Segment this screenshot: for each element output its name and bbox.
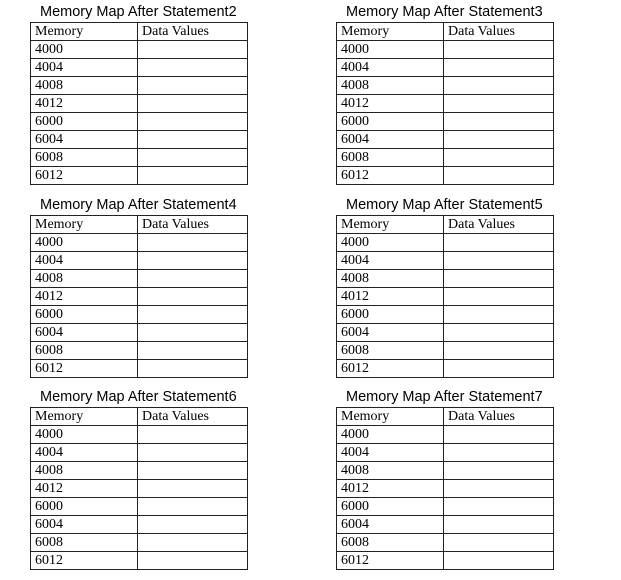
data-value-cell[interactable] xyxy=(444,462,554,480)
table-row xyxy=(337,113,554,131)
table-row xyxy=(337,342,554,360)
data-value-cell[interactable] xyxy=(138,113,248,131)
memory-address-cell: 4008 xyxy=(337,77,444,95)
data-value-cell[interactable] xyxy=(138,306,248,324)
table-row xyxy=(31,552,248,570)
memory-address-cell: 6004 xyxy=(337,516,444,534)
memory-address-cell: 6012 xyxy=(337,167,444,185)
data-value-cell[interactable] xyxy=(444,41,554,59)
table-row xyxy=(337,462,554,480)
memory-address-cell: 4000 xyxy=(337,234,444,252)
table-row xyxy=(337,552,554,570)
memory-address-cell: 6008 xyxy=(31,149,138,167)
data-value-cell[interactable] xyxy=(444,498,554,516)
memory-address-cell: 6004 xyxy=(337,324,444,342)
memory-map-title: Memory Map After Statement2 xyxy=(40,4,237,20)
memory-address-cell: 4008 xyxy=(337,270,444,288)
data-value-cell[interactable] xyxy=(444,77,554,95)
data-value-cell[interactable] xyxy=(138,270,248,288)
table-row xyxy=(337,426,554,444)
memory-address-cell: 6008 xyxy=(31,342,138,360)
data-value-cell[interactable] xyxy=(138,426,248,444)
memory-address-cell: 4004 xyxy=(31,252,138,270)
table-row xyxy=(31,498,248,516)
memory-map-title: Memory Map After Statement7 xyxy=(346,389,543,405)
memory-map-title: Memory Map After Statement3 xyxy=(346,4,543,20)
data-values-column-header: Data Values xyxy=(444,408,554,426)
data-value-cell[interactable] xyxy=(138,552,248,570)
memory-address-cell: 4000 xyxy=(31,234,138,252)
data-values-column-header: Data Values xyxy=(138,23,248,41)
table-row xyxy=(31,462,248,480)
table-row xyxy=(337,167,554,185)
table-row xyxy=(337,59,554,77)
memory-address-cell: 4004 xyxy=(337,444,444,462)
table-row xyxy=(31,516,248,534)
data-value-cell[interactable] xyxy=(138,324,248,342)
table-row xyxy=(31,167,248,185)
data-value-cell[interactable] xyxy=(138,77,248,95)
data-value-cell[interactable] xyxy=(444,342,554,360)
memory-map-table xyxy=(336,215,554,378)
data-values-column-header: Data Values xyxy=(444,216,554,234)
table-row xyxy=(337,77,554,95)
table-row xyxy=(337,306,554,324)
memory-address-cell: 6012 xyxy=(337,552,444,570)
table-header-row xyxy=(337,408,554,426)
memory-address-cell: 6012 xyxy=(337,360,444,378)
table-row xyxy=(337,270,554,288)
memory-address-cell: 6000 xyxy=(31,306,138,324)
memory-address-cell: 6008 xyxy=(337,149,444,167)
data-value-cell[interactable] xyxy=(444,131,554,149)
data-value-cell[interactable] xyxy=(444,444,554,462)
table-row xyxy=(31,288,248,306)
table-header-row xyxy=(31,23,248,41)
data-value-cell[interactable] xyxy=(444,252,554,270)
memory-address-cell: 4004 xyxy=(337,59,444,77)
data-values-column-header: Data Values xyxy=(444,23,554,41)
memory-address-cell: 4008 xyxy=(31,77,138,95)
memory-address-cell: 4008 xyxy=(337,462,444,480)
data-value-cell[interactable] xyxy=(444,270,554,288)
table-row xyxy=(31,59,248,77)
data-values-column-header: Data Values xyxy=(138,408,248,426)
memory-address-cell: 6000 xyxy=(337,498,444,516)
table-row xyxy=(337,498,554,516)
data-value-cell[interactable] xyxy=(138,480,248,498)
data-value-cell[interactable] xyxy=(444,95,554,113)
memory-map-table xyxy=(30,407,248,570)
memory-address-cell: 6000 xyxy=(337,113,444,131)
memory-map-title: Memory Map After Statement6 xyxy=(40,389,237,405)
table-row xyxy=(337,288,554,306)
memory-address-cell: 6000 xyxy=(31,498,138,516)
data-value-cell[interactable] xyxy=(138,534,248,552)
memory-column-header: Memory xyxy=(31,216,138,234)
memory-address-cell: 6012 xyxy=(31,552,138,570)
table-row xyxy=(31,360,248,378)
data-value-cell[interactable] xyxy=(444,149,554,167)
memory-address-cell: 4000 xyxy=(337,426,444,444)
table-row xyxy=(337,324,554,342)
memory-address-cell: 4008 xyxy=(31,462,138,480)
data-value-cell[interactable] xyxy=(444,59,554,77)
table-header-row xyxy=(337,23,554,41)
memory-map-title: Memory Map After Statement5 xyxy=(346,197,543,213)
table-row xyxy=(337,360,554,378)
memory-address-cell: 4012 xyxy=(337,480,444,498)
table-row xyxy=(31,342,248,360)
data-value-cell[interactable] xyxy=(138,462,248,480)
data-value-cell[interactable] xyxy=(444,324,554,342)
memory-address-cell: 4012 xyxy=(31,95,138,113)
memory-address-cell: 4004 xyxy=(337,252,444,270)
table-row xyxy=(31,306,248,324)
memory-address-cell: 4012 xyxy=(31,288,138,306)
memory-address-cell: 6004 xyxy=(337,131,444,149)
memory-column-header: Memory xyxy=(31,23,138,41)
memory-address-cell: 4000 xyxy=(337,41,444,59)
memory-address-cell: 6008 xyxy=(337,342,444,360)
table-header-row xyxy=(31,216,248,234)
data-value-cell[interactable] xyxy=(138,498,248,516)
table-row xyxy=(337,95,554,113)
data-values-column-header: Data Values xyxy=(138,216,248,234)
table-row xyxy=(337,131,554,149)
data-value-cell[interactable] xyxy=(138,252,248,270)
data-value-cell[interactable] xyxy=(138,342,248,360)
data-value-cell[interactable] xyxy=(444,480,554,498)
data-value-cell[interactable] xyxy=(138,59,248,77)
data-value-cell[interactable] xyxy=(138,131,248,149)
memory-address-cell: 4008 xyxy=(31,270,138,288)
table-row xyxy=(31,426,248,444)
memory-address-cell: 4004 xyxy=(31,444,138,462)
table-row xyxy=(337,444,554,462)
table-row xyxy=(337,252,554,270)
memory-column-header: Memory xyxy=(337,408,444,426)
data-value-cell[interactable] xyxy=(444,288,554,306)
memory-column-header: Memory xyxy=(337,216,444,234)
memory-map-table xyxy=(336,22,554,185)
memory-address-cell: 6000 xyxy=(337,306,444,324)
memory-map-table xyxy=(30,22,248,185)
memory-address-cell: 4012 xyxy=(337,95,444,113)
table-header-row xyxy=(31,408,248,426)
memory-address-cell: 6004 xyxy=(31,516,138,534)
data-value-cell[interactable] xyxy=(444,113,554,131)
data-value-cell[interactable] xyxy=(444,360,554,378)
memory-column-header: Memory xyxy=(31,408,138,426)
data-value-cell[interactable] xyxy=(138,95,248,113)
table-row xyxy=(31,444,248,462)
table-row xyxy=(337,149,554,167)
table-row xyxy=(337,41,554,59)
memory-address-cell: 4000 xyxy=(31,426,138,444)
data-value-cell[interactable] xyxy=(138,516,248,534)
data-value-cell[interactable] xyxy=(444,552,554,570)
table-row xyxy=(31,234,248,252)
table-row xyxy=(31,113,248,131)
data-value-cell[interactable] xyxy=(138,41,248,59)
memory-map-table xyxy=(30,215,248,378)
table-row xyxy=(337,234,554,252)
memory-column-header: Memory xyxy=(337,23,444,41)
data-value-cell[interactable] xyxy=(138,234,248,252)
memory-map-title: Memory Map After Statement4 xyxy=(40,197,237,213)
data-value-cell[interactable] xyxy=(138,288,248,306)
data-value-cell[interactable] xyxy=(444,516,554,534)
table-header-row xyxy=(337,216,554,234)
table-row xyxy=(31,41,248,59)
data-value-cell[interactable] xyxy=(138,167,248,185)
table-row xyxy=(31,534,248,552)
table-row xyxy=(31,77,248,95)
table-row xyxy=(31,480,248,498)
data-value-cell[interactable] xyxy=(138,444,248,462)
table-row xyxy=(31,324,248,342)
data-value-cell[interactable] xyxy=(444,534,554,552)
memory-address-cell: 6008 xyxy=(31,534,138,552)
data-value-cell[interactable] xyxy=(138,360,248,378)
memory-address-cell: 6012 xyxy=(31,167,138,185)
memory-map-table xyxy=(336,407,554,570)
table-row xyxy=(31,149,248,167)
memory-address-cell: 4000 xyxy=(31,41,138,59)
table-row xyxy=(31,270,248,288)
table-row xyxy=(337,534,554,552)
data-value-cell[interactable] xyxy=(444,234,554,252)
data-value-cell[interactable] xyxy=(444,167,554,185)
data-value-cell[interactable] xyxy=(444,426,554,444)
table-row xyxy=(31,252,248,270)
memory-address-cell: 4004 xyxy=(31,59,138,77)
table-row xyxy=(31,95,248,113)
memory-address-cell: 6008 xyxy=(337,534,444,552)
table-row xyxy=(337,480,554,498)
memory-address-cell: 6004 xyxy=(31,324,138,342)
memory-address-cell: 4012 xyxy=(31,480,138,498)
memory-address-cell: 6000 xyxy=(31,113,138,131)
data-value-cell[interactable] xyxy=(444,306,554,324)
table-row xyxy=(337,516,554,534)
data-value-cell[interactable] xyxy=(138,149,248,167)
memory-address-cell: 6012 xyxy=(31,360,138,378)
memory-address-cell: 6004 xyxy=(31,131,138,149)
memory-address-cell: 4012 xyxy=(337,288,444,306)
table-row xyxy=(31,131,248,149)
